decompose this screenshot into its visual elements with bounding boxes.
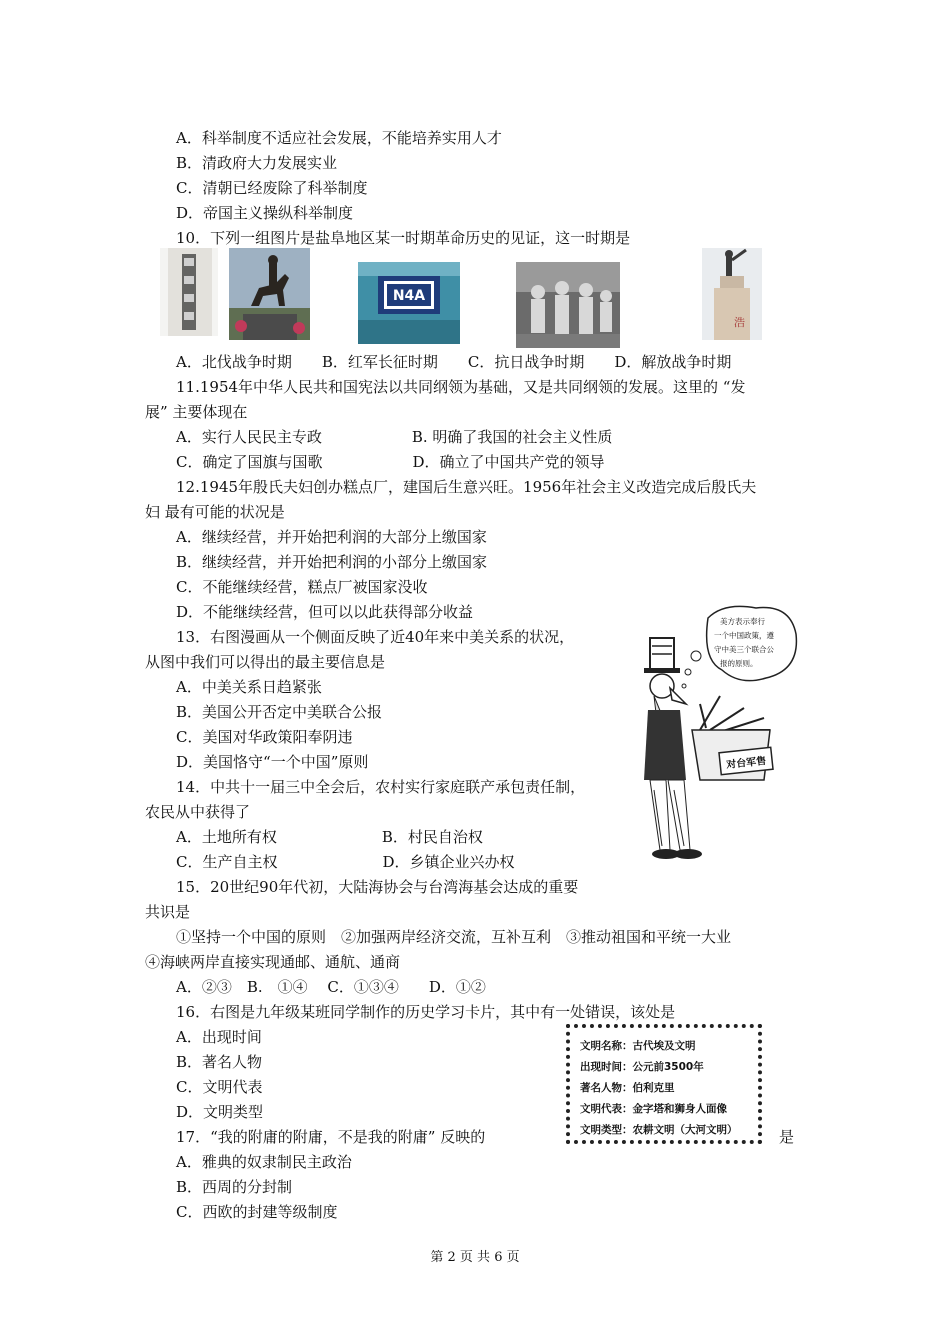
text-line-q12o2: B．继续经营，并开始把利润的小部分上缴国家 [176,553,488,571]
text-line-q9c: C．清朝已经废除了科举制度 [176,179,368,197]
history-card [566,1024,762,1144]
text-line-q13b: 从图中我们可以得出的最主要信息是 [145,653,386,671]
text-line-q16o2: B．著名人物 [176,1053,263,1071]
bubble-line-2: 一个中国政策，遵 [714,631,774,640]
text-line-q15c: ①坚持一个中国的原则 ②加强两岸经济交流，互补互利 ③推动祖国和平统一大业 [176,928,732,946]
photo-soldier-sculpture [516,262,620,348]
text-line-q10opts: A．北伐战争时期 B．红军长征时期 C．抗日战争时期 D．解放战争时期 [176,353,732,371]
text-line-q17o1: A．雅典的奴隶制民主政治 [176,1153,352,1171]
n4a-label: N4A [392,288,426,304]
text-line-q11a: 11.1954年中华人民共和国宪法以共同纲领为基础，又是共同纲领的发展。这里的 “发 [176,378,746,396]
bubble-line-4: 报的原则。 [720,659,758,668]
bubble-line-3: 守中美三个联合公 [714,645,774,654]
photo-monument-tower [702,248,762,340]
text-line-q17o3: C．西欧的封建等级制度 [176,1203,338,1221]
text-line-q17o2: B．西周的分封制 [176,1178,293,1196]
text-line-q14o1: A．土地所有权 B．村民自治权 [176,828,483,846]
svg-text:浩: 浩 [734,316,745,329]
cartoon-box-label: 对台军售 [725,755,767,772]
text-line-q15d: ④海峡两岸直接实现通邮、通航、通商 [145,953,401,971]
text-line-q16o3: C．文明代表 [176,1078,263,1096]
text-line-q11b: 展” 主要体现在 [145,403,248,421]
text-line-q16o4: D．文明类型 [176,1103,264,1121]
text-line-q13o3: C．美国对华政策阳奉阴违 [176,728,353,746]
text-line-q12o1: A．继续经营，并开始把利润的大部分上缴国家 [176,528,487,546]
text-line-q17a2: 是 [779,1128,795,1146]
text-line-q12a: 12.1945年殷氏夫妇创办糕点厂，建国后生意兴旺。1956年社会主义改造完成后殷氏夫 [176,478,757,496]
card-rep: 文明代表：金字塔和狮身人面像 [580,1103,727,1115]
text-line-q17a: 17．“我的附庸的附庸，不是我的附庸” 反映的 [176,1128,486,1146]
text-line-q14b: 农民从中获得了 [145,803,251,821]
text-line-q13a: 13．右图漫画从一个侧面反映了近40年来中美关系的状况， [176,628,575,646]
bubble-line-1: 美方表示奉行 [720,617,765,626]
text-line-q13o4: D．美国恪守“一个中国”原则 [176,753,369,771]
text-line-q13o1: A．中美关系日趋紧张 [176,678,322,696]
text-line-q12b: 妇 最有可能的状况是 [145,503,285,521]
photo-equestrian-statue [229,248,310,340]
card-type: 文明类型：农耕文明（大河文明） [580,1124,738,1136]
page-footer: 第 2 页 共 6 页 [430,1250,520,1265]
text-line-q15b: 共识是 [145,903,191,921]
photo-inscription-stone [160,248,218,336]
photo-n4a-sign [358,262,460,344]
text-line-q10: 10．下列一组图片是盐阜地区某一时期革命历史的见证，这一时期是 [176,229,631,247]
card-time: 出现时间：公元前3500年 [580,1061,704,1073]
card-name: 文明名称：古代埃及文明 [580,1040,696,1052]
text-line-q9a: A．科举制度不适应社会发展，不能培养实用人才 [176,129,502,147]
text-line-q15a: 15．20世纪90年代初，大陆海协会与台湾海基会达成的重要 [176,878,579,896]
text-line-q9b: B．清政府大力发展实业 [176,154,338,172]
text-line-q16o1: A．出现时间 [176,1028,262,1046]
text-line-q15o: A．②③ B. ①④ C．①③④ D．①② [176,978,486,996]
text-line-q9d: D．帝国主义操纵科举制度 [176,204,354,222]
text-line-q12o3: C．不能继续经营，糕点厂被国家没收 [176,578,428,596]
text-line-q12o4: D．不能继续经营，但可以以此获得部分收益 [176,603,474,621]
text-line-q14a: 14．中共十一届三中全会后，农村实行家庭联产承包责任制， [176,778,586,796]
text-line-q11o2: C．确定了国旗与国歌 D．确立了中国共产党的领导 [176,453,605,471]
card-person: 著名人物：伯利克里 [580,1082,675,1094]
text-line-q14o2: C．生产自主权 D．乡镇企业兴办权 [176,853,515,871]
text-line-q13o2: B．美国公开否定中美联合公报 [176,703,383,721]
text-line-q11o1: A．实行人民民主专政 B. 明确了我国的社会主义性质 [176,428,613,446]
text-line-q16a: 16．右图是九年级某班同学制作的历史学习卡片，其中有一处错误，该处是 [176,1003,676,1021]
cartoon-uncle-sam [640,600,800,870]
